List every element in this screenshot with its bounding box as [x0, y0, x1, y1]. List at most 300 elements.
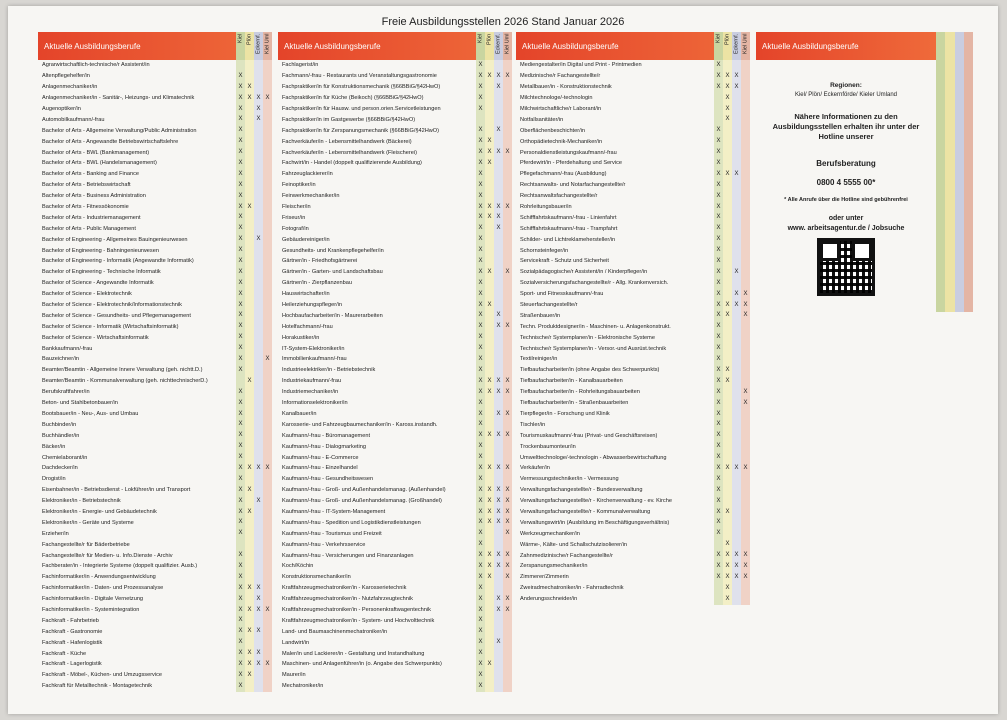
region-marks — [236, 376, 272, 387]
region-mark — [732, 136, 741, 147]
job-row — [516, 223, 750, 234]
job-row — [38, 550, 272, 561]
job-row — [516, 517, 750, 528]
region-mark: X — [245, 605, 254, 616]
region-mark: X — [714, 561, 723, 572]
region-mark — [503, 300, 512, 311]
region-mark: X — [263, 605, 272, 616]
job-title: Verwaltungswirt/in (Ausbildung im Beschäftigungsverhältnis) — [520, 519, 670, 526]
region-marks — [714, 387, 750, 398]
job-row — [38, 354, 272, 365]
region-mark — [732, 125, 741, 136]
region-mark — [494, 256, 503, 267]
region-marks — [714, 376, 750, 387]
region-mark: X — [714, 147, 723, 158]
job-row — [278, 605, 512, 616]
region-mark — [245, 169, 254, 180]
region-marks — [476, 376, 512, 387]
region-header: Eckernf. — [732, 32, 741, 60]
job-title: Umwelttechnologe/-technologin - Abwasserbewirtschaftung — [520, 454, 667, 461]
region-mark: X — [485, 300, 494, 311]
region-marks — [476, 517, 512, 528]
region-marks — [476, 626, 512, 637]
job-row — [278, 659, 512, 670]
info-panel — [756, 32, 973, 312]
region-marks — [236, 681, 272, 692]
region-mark — [254, 256, 263, 267]
job-row — [38, 517, 272, 528]
region-marks — [236, 278, 272, 289]
region-mark — [485, 539, 494, 550]
job-row — [516, 93, 750, 104]
region-mark: X — [485, 517, 494, 528]
region-mark — [254, 343, 263, 354]
region-mark — [245, 300, 254, 311]
region-mark — [263, 539, 272, 550]
region-marks — [236, 104, 272, 115]
region-mark — [263, 191, 272, 202]
job-title: Notfallsanitäter/in — [520, 116, 564, 123]
job-row — [278, 202, 512, 213]
job-title: Industrieelektriker/in - Betriebstechnik — [282, 367, 376, 374]
region-mark — [723, 517, 732, 528]
region-mark — [741, 343, 750, 354]
job-title: Kanalbauer/in — [282, 410, 317, 417]
region-mark — [254, 387, 263, 398]
job-row — [278, 507, 512, 518]
region-mark: X — [741, 398, 750, 409]
region-marks — [714, 474, 750, 485]
region-mark — [732, 343, 741, 354]
region-mark: X — [236, 93, 245, 104]
region-marks — [236, 637, 272, 648]
region-mark — [503, 114, 512, 125]
region-mark — [245, 256, 254, 267]
region-marks — [714, 223, 750, 234]
region-mark — [245, 539, 254, 550]
region-mark — [732, 354, 741, 365]
region-mark: X — [236, 605, 245, 616]
region-marks — [476, 594, 512, 605]
job-title: Dachdecker/in — [42, 465, 78, 472]
region-mark — [723, 212, 732, 223]
region-mark: X — [714, 343, 723, 354]
region-mark: X — [503, 71, 512, 82]
job-title: Beamter/Beamtin - Kommunalverwaltung (geh. nichttechnischerD.) — [42, 378, 208, 385]
region-marks — [476, 234, 512, 245]
job-title: Verwaltungsfachangestellte/r - Kommunalverwaltung — [520, 508, 651, 515]
region-mark — [245, 561, 254, 572]
region-marks — [714, 343, 750, 354]
region-mark — [245, 354, 254, 365]
region-mark — [254, 474, 263, 485]
region-mark: X — [714, 387, 723, 398]
region-mark: X — [476, 398, 485, 409]
region-mark: X — [236, 615, 245, 626]
job-row — [278, 430, 512, 441]
region-mark: X — [714, 278, 723, 289]
region-marks — [236, 71, 272, 82]
region-marks — [714, 561, 750, 572]
region-marks — [476, 452, 512, 463]
region-marks — [236, 605, 272, 616]
region-mark: X — [714, 234, 723, 245]
region-mark — [494, 289, 503, 300]
job-row — [516, 300, 750, 311]
region-mark — [723, 191, 732, 202]
region-mark: X — [476, 245, 485, 256]
region-mark — [245, 387, 254, 398]
region-mark: X — [714, 354, 723, 365]
qr-code-icon[interactable] — [817, 238, 875, 296]
job-row — [278, 354, 512, 365]
job-title: Tiefbaufacharbeiter/in (ohne Angabe des Schwerpunkts) — [520, 367, 660, 374]
job-row — [278, 637, 512, 648]
region-marks — [476, 539, 512, 550]
region-mark — [254, 278, 263, 289]
region-mark — [732, 202, 741, 213]
region-mark — [245, 681, 254, 692]
region-mark — [723, 256, 732, 267]
region-mark: X — [254, 659, 263, 670]
region-mark — [714, 594, 723, 605]
region-mark: X — [485, 496, 494, 507]
region-mark — [741, 452, 750, 463]
job-list — [516, 60, 750, 605]
job-row — [278, 615, 512, 626]
job-title: Heilerziehungspfleger/in — [282, 302, 343, 309]
job-row — [38, 147, 272, 158]
job-title: Technische/r Systemplaner/in - Elektronische Systeme — [520, 334, 655, 341]
region-mark — [485, 82, 494, 93]
region-mark: X — [236, 223, 245, 234]
region-mark: X — [714, 485, 723, 496]
region-mark — [494, 615, 503, 626]
job-row — [278, 289, 512, 300]
job-title: Zweiradmechatroniker/in - Fahrradtechnik — [520, 585, 624, 592]
job-title: Schifffahrtskaufmann/-frau - Trampfahrt — [520, 225, 618, 232]
region-mark — [254, 191, 263, 202]
region-mark: X — [254, 104, 263, 115]
region-marks — [236, 659, 272, 670]
job-row — [278, 300, 512, 311]
region-mark: X — [236, 441, 245, 452]
job-row — [516, 441, 750, 452]
region-marks — [714, 583, 750, 594]
job-title: Fachpraktiker/in für Hausw. und person.orien.Servicetleistungen — [282, 106, 441, 112]
region-mark — [723, 398, 732, 409]
region-mark: X — [476, 441, 485, 452]
job-title: Orthopädietechnik-Mechaniker/in — [520, 138, 603, 145]
region-mark: X — [476, 354, 485, 365]
regions-label: Regionen: — [830, 82, 862, 89]
region-mark — [494, 169, 503, 180]
job-title: Fachkraft für Metalltechnik - Montagetechnik — [42, 683, 153, 690]
job-row — [38, 605, 272, 616]
region-mark: X — [732, 463, 741, 474]
region-mark: X — [714, 463, 723, 474]
region-mark — [485, 605, 494, 616]
region-mark — [723, 136, 732, 147]
region-mark — [494, 180, 503, 191]
job-row — [278, 452, 512, 463]
region-marks — [476, 212, 512, 223]
region-marks — [476, 60, 512, 71]
job-title: Verkäufer/in — [520, 465, 550, 472]
region-marks — [714, 256, 750, 267]
job-title: Fachpraktiker/in für Küche (Beikoch) (§66BBiG/§42HwO) — [282, 95, 424, 102]
region-mark — [485, 365, 494, 376]
region-mark: X — [494, 125, 503, 136]
region-marks — [476, 104, 512, 115]
region-mark: X — [714, 365, 723, 376]
job-title: Tischler/in — [520, 421, 546, 428]
region-mark: X — [485, 202, 494, 213]
region-mark — [741, 409, 750, 420]
job-title: Bankkaufmann/-frau — [42, 345, 93, 352]
job-title: Kaufmann/-frau - Groß- und Außenhandelsmanag. (Außenhandel) — [282, 487, 446, 494]
region-mark — [245, 104, 254, 115]
job-title: Beton- und Stahlbetonbauer/in — [42, 400, 118, 407]
region-mark — [732, 539, 741, 550]
region-mark: X — [494, 605, 503, 616]
job-row — [516, 572, 750, 583]
region-mark: X — [485, 376, 494, 387]
region-mark: X — [714, 256, 723, 267]
region-mark — [723, 234, 732, 245]
job-row — [38, 387, 272, 398]
region-mark: X — [236, 507, 245, 518]
strip-kiel — [936, 32, 945, 312]
region-mark: X — [236, 648, 245, 659]
region-mark — [741, 104, 750, 115]
region-marks — [476, 354, 512, 365]
region-mark: X — [236, 528, 245, 539]
job-title: Maschinen- und Anlagenführer/in (o. Angabe des Schwerpunkts) — [282, 661, 442, 668]
region-mark — [263, 234, 272, 245]
region-mark — [485, 321, 494, 332]
job-title: Fleischer/in — [282, 204, 311, 211]
job-title: Erzieher/in — [42, 530, 69, 537]
region-marks — [476, 430, 512, 441]
region-marks — [476, 507, 512, 518]
job-title: Fachkraft - Hafenlogistik — [42, 639, 103, 646]
region-mark: X — [494, 310, 503, 321]
job-title: Wärme-, Kälte- und Schallschutzisolierer/in — [520, 541, 627, 548]
region-mark: X — [476, 212, 485, 223]
region-mark — [723, 343, 732, 354]
job-row — [278, 561, 512, 572]
region-mark — [723, 180, 732, 191]
job-row — [38, 245, 272, 256]
job-row — [516, 114, 750, 125]
region-mark — [245, 180, 254, 191]
region-mark: X — [236, 300, 245, 311]
region-mark — [485, 125, 494, 136]
job-row — [38, 659, 272, 670]
job-row — [38, 485, 272, 496]
region-mark — [503, 212, 512, 223]
region-mark: X — [236, 125, 245, 136]
region-marks — [236, 180, 272, 191]
region-mark — [503, 583, 512, 594]
region-mark: X — [494, 485, 503, 496]
job-column-1 — [38, 32, 272, 692]
job-row — [38, 202, 272, 213]
region-mark — [723, 267, 732, 278]
region-header: Plön — [485, 32, 494, 60]
region-marks — [714, 594, 750, 605]
region-mark — [741, 93, 750, 104]
region-mark: X — [263, 463, 272, 474]
job-title: Bauzeichner/in — [42, 356, 80, 363]
region-marks — [476, 147, 512, 158]
region-mark: X — [476, 223, 485, 234]
region-marks — [476, 256, 512, 267]
job-title: Fachwirt/in - Handel (doppelt qualifizierende Ausbildung) — [282, 160, 422, 167]
region-mark — [494, 332, 503, 343]
region-mark — [494, 452, 503, 463]
region-mark — [245, 430, 254, 441]
job-title: Berufskraftfahrer/in — [42, 389, 90, 396]
job-title: Tiefbaufacharbeiter/in - Kanalbauarbeiten — [520, 378, 623, 385]
region-mark — [503, 365, 512, 376]
job-title: Kaufmann/-frau - Spedition und Logistikdienstleistungen — [282, 519, 421, 526]
region-mark: X — [236, 583, 245, 594]
region-mark — [732, 223, 741, 234]
region-mark — [503, 60, 512, 71]
region-mark — [485, 223, 494, 234]
region-mark — [485, 681, 494, 692]
region-mark: X — [236, 550, 245, 561]
region-mark: X — [714, 169, 723, 180]
job-title: Automobilkaufmann/-frau — [42, 116, 105, 123]
job-title: Fachinformatiker/in - Systemintegration — [42, 606, 140, 613]
region-marks — [236, 441, 272, 452]
region-mark: X — [476, 376, 485, 387]
region-mark — [263, 212, 272, 223]
region-mark — [263, 452, 272, 463]
job-title: Fachpraktiker/in im Gastgewerbe (§66BBiG/§42HwO) — [282, 116, 416, 123]
job-title: Bachelor of Arts - Fitnessökonomie — [42, 204, 129, 211]
region-mark — [503, 648, 512, 659]
region-mark — [723, 60, 732, 71]
region-mark: X — [245, 648, 254, 659]
region-mark: X — [254, 234, 263, 245]
region-mark — [503, 681, 512, 692]
job-row — [38, 409, 272, 420]
region-header: Plön — [245, 32, 254, 60]
region-mark — [485, 310, 494, 321]
region-mark — [263, 180, 272, 191]
region-mark — [494, 528, 503, 539]
job-title: Bachelor of Science - Informatik (Wirtschaftsinformatik) — [42, 323, 179, 330]
region-mark — [245, 321, 254, 332]
job-title: Elektroniker/in - Energie- und Gebäudetechnik — [42, 508, 157, 515]
job-row — [38, 441, 272, 452]
region-marks — [236, 496, 272, 507]
region-mark — [741, 507, 750, 518]
region-mark — [254, 539, 263, 550]
job-title: Industriemechaniker/in — [282, 389, 339, 396]
region-mark — [485, 114, 494, 125]
region-mark: X — [714, 452, 723, 463]
region-mark — [254, 441, 263, 452]
region-mark — [723, 202, 732, 213]
job-title: Bachelor of Science - Angewandte Informatik — [42, 280, 154, 287]
job-title: Maurer/in — [282, 672, 306, 679]
job-row — [516, 463, 750, 474]
job-row — [38, 71, 272, 82]
region-mark: X — [723, 507, 732, 518]
region-mark: X — [714, 430, 723, 441]
job-title: Koch/Köchin — [282, 563, 314, 570]
region-mark — [263, 648, 272, 659]
region-mark — [263, 223, 272, 234]
region-mark: X — [245, 82, 254, 93]
job-row — [38, 648, 272, 659]
region-mark — [494, 343, 503, 354]
region-mark — [741, 82, 750, 93]
region-marks — [714, 321, 750, 332]
region-mark: X — [476, 648, 485, 659]
region-marks — [714, 452, 750, 463]
region-mark: X — [476, 409, 485, 420]
region-mark: X — [236, 474, 245, 485]
region-mark — [245, 71, 254, 82]
job-title: Vermessungstechniker/in - Vermessung — [520, 476, 619, 483]
website-link[interactable]: www. arbeitsagentur.de / Jobsuche — [787, 225, 905, 233]
region-marks — [714, 354, 750, 365]
region-mark: X — [245, 376, 254, 387]
region-mark — [254, 561, 263, 572]
info-text: Nähere Informationen zu den Ausbildungsstellen erhalten ihr unter der Hotline unserer — [772, 112, 920, 141]
region-mark: X — [732, 561, 741, 572]
region-mark — [254, 158, 263, 169]
job-title: Altenpflegehelfer/in — [42, 73, 90, 80]
job-title: Drogist/in — [42, 476, 66, 483]
region-mark: X — [503, 321, 512, 332]
region-mark — [485, 180, 494, 191]
region-mark: X — [476, 681, 485, 692]
job-title: Verwaltungsfachangestellte/r - Kirchenverwaltung - ev. Kirche — [520, 498, 672, 505]
region-mark — [485, 474, 494, 485]
region-mark: X — [476, 71, 485, 82]
job-title: Landwirt/in — [282, 639, 310, 646]
region-mark — [485, 637, 494, 648]
job-row — [38, 136, 272, 147]
region-mark — [263, 278, 272, 289]
job-title: Fachkraft - Möbel-, Küchen- und Umzugsservice — [42, 672, 163, 679]
region-marks — [236, 528, 272, 539]
region-marks — [714, 528, 750, 539]
region-mark: X — [236, 594, 245, 605]
region-mark: X — [476, 615, 485, 626]
region-mark — [263, 637, 272, 648]
region-mark — [732, 430, 741, 441]
job-title: Oberflächenbeschichter/in — [520, 127, 585, 134]
region-mark — [741, 496, 750, 507]
region-mark: X — [503, 561, 512, 572]
region-mark — [245, 267, 254, 278]
region-mark: X — [503, 202, 512, 213]
job-row — [38, 169, 272, 180]
region-mark — [723, 332, 732, 343]
region-mark: X — [714, 300, 723, 311]
region-marks — [236, 212, 272, 223]
job-row — [278, 147, 512, 158]
job-row — [278, 60, 512, 71]
